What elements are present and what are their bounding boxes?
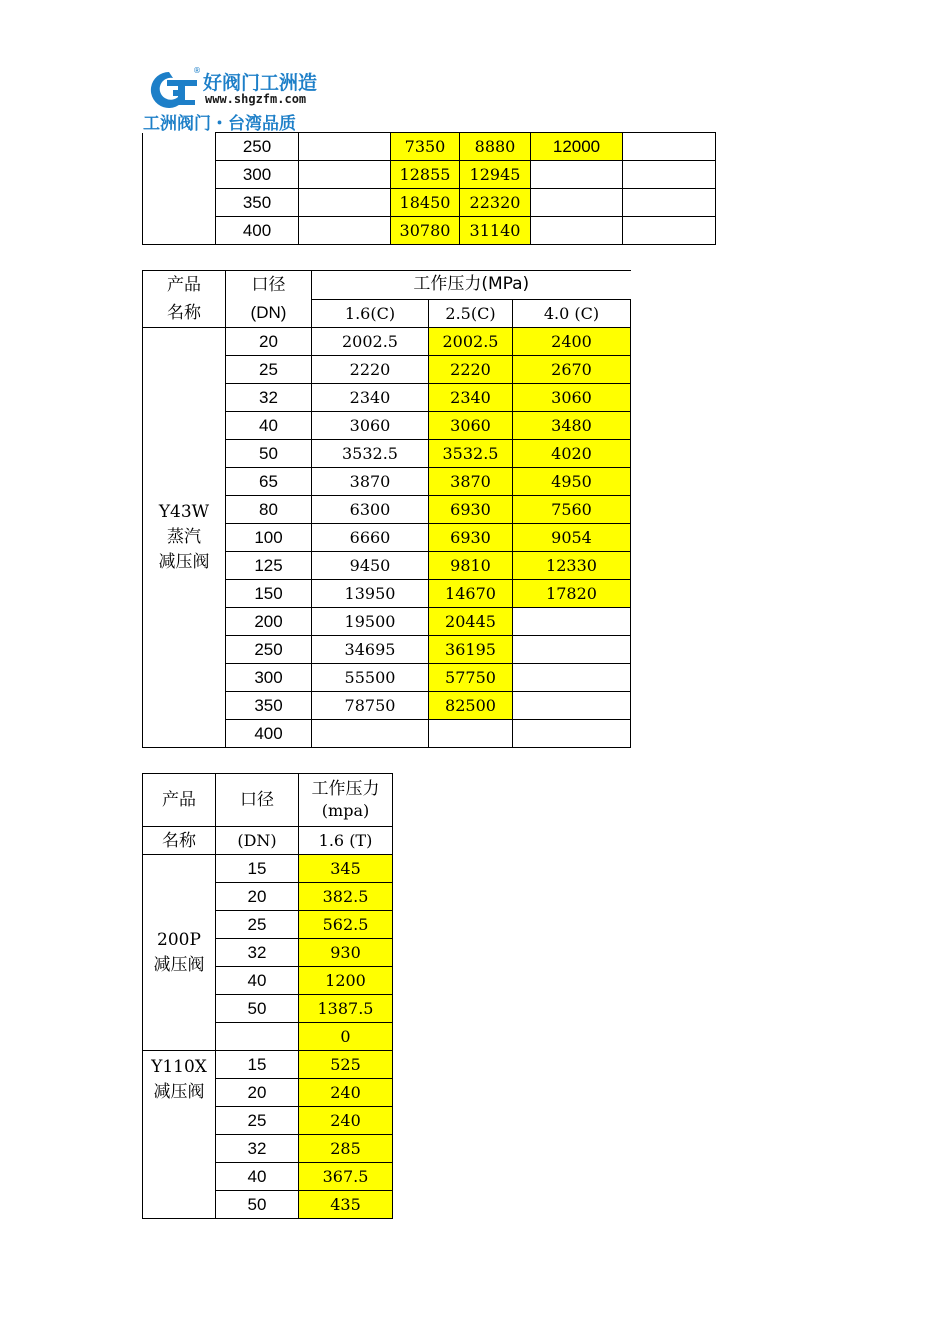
price-cell: 345 <box>299 855 393 883</box>
price-cell: 1387.5 <box>299 995 393 1023</box>
sub-name: 名称 <box>143 827 216 855</box>
price-cell: 30780 <box>391 217 460 245</box>
dn-cell: 250 <box>226 636 312 664</box>
header-col-40: 4.0 (C) <box>513 299 631 328</box>
price-cell <box>299 133 391 161</box>
price-cell: 3870 <box>429 468 513 496</box>
price-cell <box>623 161 716 189</box>
dn-cell: 20 <box>216 883 299 911</box>
price-cell: 2670 <box>513 356 631 384</box>
price-cell: 14670 <box>429 580 513 608</box>
price-cell <box>312 720 429 748</box>
price-cell: 4950 <box>513 468 631 496</box>
dn-cell: 50 <box>216 995 299 1023</box>
logo-slogan: 工洲阀门・台湾品质 <box>143 114 296 134</box>
dn-cell: 25 <box>226 356 312 384</box>
dn-cell: 350 <box>216 189 299 217</box>
header-pressure-line1: 工作压力 <box>311 779 380 799</box>
dn-cell: 32 <box>226 384 312 412</box>
table-header-row <box>143 774 393 827</box>
price-cell: 525 <box>299 1051 393 1079</box>
logo-name: 好阀门工洲造 <box>203 72 318 94</box>
price-cell: 240 <box>299 1107 393 1135</box>
group1-name-line1: 200P <box>157 929 201 950</box>
price-cell: 4020 <box>513 440 631 468</box>
price-cell <box>623 133 716 161</box>
table-header-row <box>143 271 631 300</box>
price-cell: 367.5 <box>299 1163 393 1191</box>
dn-cell: 300 <box>226 664 312 692</box>
header-product <box>143 271 226 328</box>
price-cell: 2220 <box>429 356 513 384</box>
header-product-line1: 产品 <box>167 275 201 295</box>
group1-name-cell <box>143 855 216 1051</box>
price-cell <box>623 189 716 217</box>
price-cell <box>531 161 623 189</box>
table-row <box>143 1051 393 1079</box>
dn-cell: 15 <box>216 1051 299 1079</box>
dn-cell: 125 <box>226 552 312 580</box>
dn-cell: 200 <box>226 608 312 636</box>
price-cell <box>513 636 631 664</box>
price-cell <box>299 189 391 217</box>
price-cell: 2002.5 <box>312 328 429 356</box>
price-cell <box>623 217 716 245</box>
header-dn <box>226 271 312 328</box>
price-cell: 2220 <box>312 356 429 384</box>
header-pressure: 工作压力(MPa) <box>312 271 631 300</box>
price-cell: 3532.5 <box>312 440 429 468</box>
dn-cell: 100 <box>226 524 312 552</box>
price-cell <box>513 692 631 720</box>
price-cell: 12330 <box>513 552 631 580</box>
price-cell: 3060 <box>429 412 513 440</box>
price-cell: 6300 <box>312 496 429 524</box>
table-row <box>143 161 716 189</box>
header-product: 产品 <box>143 774 216 827</box>
price-cell: 6660 <box>312 524 429 552</box>
header-col-25: 2.5(C) <box>429 299 513 328</box>
price-cell: 18450 <box>391 189 460 217</box>
dn-cell: 50 <box>216 1191 299 1219</box>
logo-url: www.shgzfm.com <box>205 92 307 106</box>
price-cell: 562.5 <box>299 911 393 939</box>
price-cell <box>513 664 631 692</box>
table-row <box>143 217 716 245</box>
price-table-continued <box>142 132 716 245</box>
table-row <box>143 133 716 161</box>
dn-cell: 20 <box>226 328 312 356</box>
dn-cell: 250 <box>216 133 299 161</box>
price-cell: 2340 <box>312 384 429 412</box>
reducing-valve-price-table <box>142 773 393 1219</box>
header-col-16: 1.6(C) <box>312 299 429 328</box>
price-cell: 435 <box>299 1191 393 1219</box>
price-cell: 3060 <box>312 412 429 440</box>
product-name-cell <box>143 133 216 245</box>
price-cell: 1200 <box>299 967 393 995</box>
price-cell: 12945 <box>460 161 531 189</box>
price-cell: 2002.5 <box>429 328 513 356</box>
header-dn: 口径 <box>216 774 299 827</box>
price-cell: 57750 <box>429 664 513 692</box>
dn-cell: 40 <box>216 1163 299 1191</box>
price-cell: 12000 <box>531 133 623 161</box>
price-cell: 3480 <box>513 412 631 440</box>
dn-cell: 350 <box>226 692 312 720</box>
price-cell: 8880 <box>460 133 531 161</box>
header-dn-line1: 口径 <box>251 275 286 295</box>
dn-cell: 15 <box>216 855 299 883</box>
dn-cell: 400 <box>216 217 299 245</box>
group2-name-cell <box>143 1051 216 1219</box>
dn-cell: 32 <box>216 939 299 967</box>
dn-cell: 32 <box>216 1135 299 1163</box>
dn-cell: 80 <box>226 496 312 524</box>
price-cell: 2340 <box>429 384 513 412</box>
price-cell: 7350 <box>391 133 460 161</box>
sub-dn: (DN) <box>216 827 299 855</box>
price-cell: 12855 <box>391 161 460 189</box>
price-cell: 0 <box>299 1023 393 1051</box>
price-cell <box>299 217 391 245</box>
registered-mark: ® <box>193 66 201 75</box>
dn-cell: 150 <box>226 580 312 608</box>
company-logo <box>143 66 343 134</box>
table-header-row <box>143 827 393 855</box>
price-cell: 31140 <box>460 217 531 245</box>
price-cell: 930 <box>299 939 393 967</box>
price-cell: 9054 <box>513 524 631 552</box>
product-name-line2: 蒸汽 <box>167 527 201 547</box>
dn-cell: 300 <box>216 161 299 189</box>
header-pressure-line2: (mpa) <box>321 801 370 820</box>
product-name-line1: Y43W <box>158 502 210 522</box>
price-cell: 13950 <box>312 580 429 608</box>
price-cell: 22320 <box>460 189 531 217</box>
price-cell: 19500 <box>312 608 429 636</box>
price-cell: 36195 <box>429 636 513 664</box>
dn-cell: 50 <box>226 440 312 468</box>
group1-name-line2: 减压阀 <box>153 954 205 975</box>
header-product-line2: 名称 <box>167 303 201 323</box>
dn-cell <box>216 1023 299 1051</box>
price-cell: 78750 <box>312 692 429 720</box>
table-row <box>143 328 631 356</box>
price-cell: 3060 <box>513 384 631 412</box>
price-cell <box>531 217 623 245</box>
price-cell: 382.5 <box>299 883 393 911</box>
product-name-cell <box>143 328 226 748</box>
price-cell: 17820 <box>513 580 631 608</box>
price-cell: 2400 <box>513 328 631 356</box>
table-row <box>143 855 393 883</box>
header-pressure <box>299 774 393 827</box>
price-cell <box>531 189 623 217</box>
price-cell: 34695 <box>312 636 429 664</box>
dn-cell: 40 <box>216 967 299 995</box>
header-dn-line2: (DN) <box>250 303 287 322</box>
y43w-price-table <box>142 270 631 748</box>
dn-cell: 25 <box>216 911 299 939</box>
product-name-line3: 减压阀 <box>158 552 210 572</box>
price-cell: 82500 <box>429 692 513 720</box>
price-cell <box>513 608 631 636</box>
price-cell <box>513 720 631 748</box>
price-cell: 6930 <box>429 496 513 524</box>
price-cell: 6930 <box>429 524 513 552</box>
price-cell: 7560 <box>513 496 631 524</box>
dn-cell: 20 <box>216 1079 299 1107</box>
price-cell <box>299 161 391 189</box>
price-cell: 3532.5 <box>429 440 513 468</box>
price-cell <box>429 720 513 748</box>
sub-col: 1.6 (T) <box>299 827 393 855</box>
dn-cell: 25 <box>216 1107 299 1135</box>
price-cell: 285 <box>299 1135 393 1163</box>
price-cell: 3870 <box>312 468 429 496</box>
table-row <box>143 189 716 217</box>
price-cell: 9450 <box>312 552 429 580</box>
price-cell: 240 <box>299 1079 393 1107</box>
dn-cell: 40 <box>226 412 312 440</box>
price-cell: 20445 <box>429 608 513 636</box>
price-cell: 9810 <box>429 552 513 580</box>
group2-name-line2: 减压阀 <box>153 1082 205 1102</box>
dn-cell: 400 <box>226 720 312 748</box>
dn-cell: 65 <box>226 468 312 496</box>
price-cell: 55500 <box>312 664 429 692</box>
group2-name-line1: Y110X <box>151 1057 207 1077</box>
